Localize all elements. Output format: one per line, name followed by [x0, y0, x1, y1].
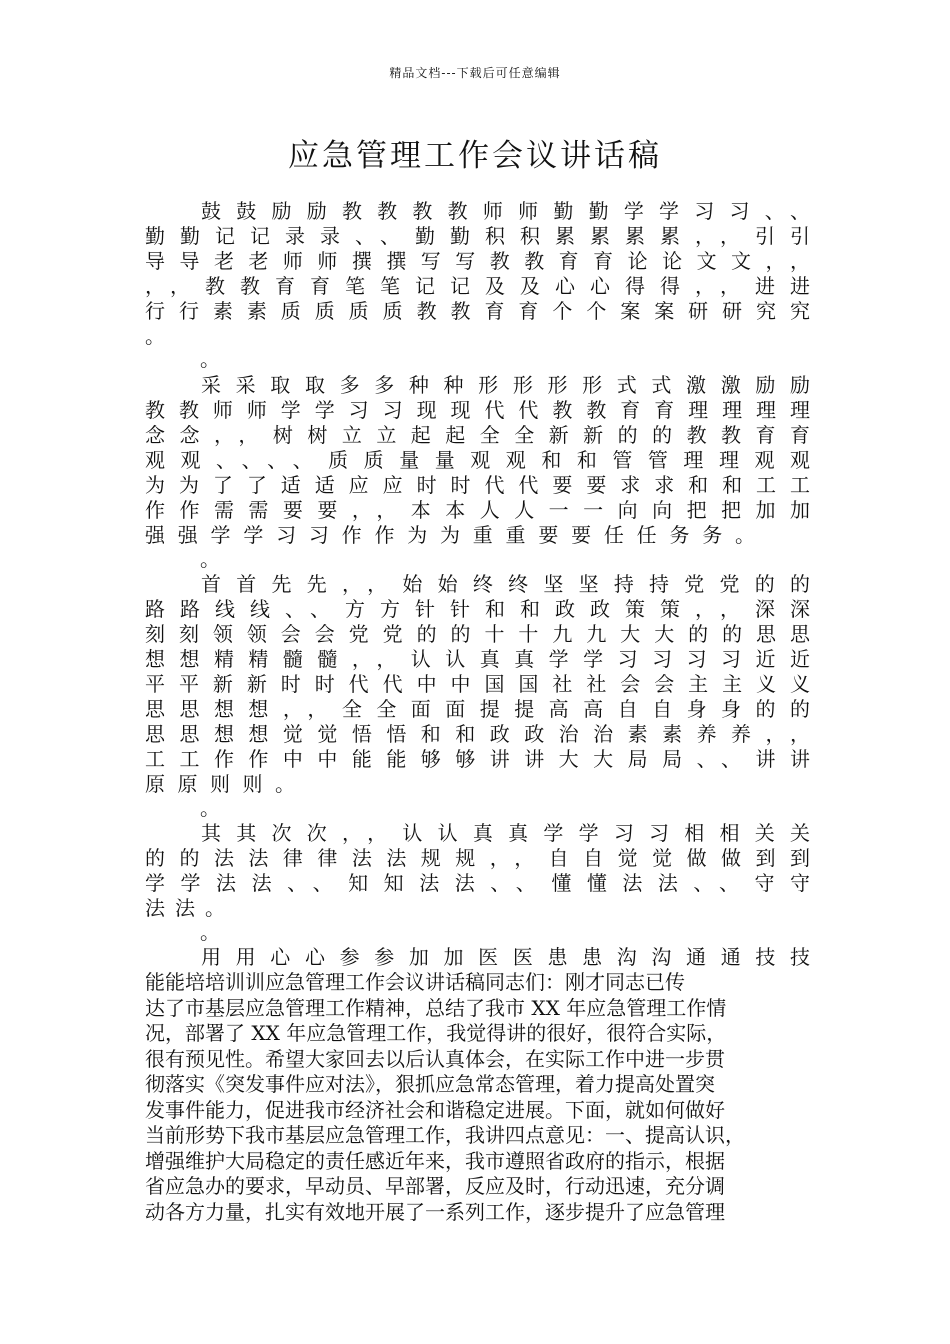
- paragraph-dot: 。: [200, 796, 220, 820]
- page-header: 精品文档---下载后可任意编辑: [389, 66, 561, 80]
- paragraph-line: 发事件能力，促进我市经济社会和谐稳定进展。下面，就如何做好: [145, 1097, 725, 1122]
- paragraph-line: 想想精精髓髓，，认认真真学学习习习习近近: [145, 647, 810, 671]
- paragraph-3: [145, 572, 810, 797]
- paragraph-5-spaced-line: [145, 945, 810, 970]
- paragraph-line: 工工作作中中能能够够讲讲大大局局、、讲讲: [145, 747, 810, 771]
- paragraph-line: 平平新新时时代代中中国国社社会会主主义义: [145, 672, 810, 696]
- paragraph-line: 增强维护大局稳定的责任感近年来，我市遵照省政府的指示，根据: [145, 1148, 725, 1173]
- paragraph-line: 刻刻领领会会党党的的十十九九大大的的思思: [145, 622, 810, 646]
- paragraph-line: 首首先先，，始始终终坚坚持持党党的的: [201, 572, 810, 596]
- paragraph-line: 为为了了适适应应时时代代要要求求和和工工: [145, 473, 810, 497]
- paragraph-2: [145, 373, 810, 548]
- paragraph-line: 能能培培训训应急管理工作会议讲话稿同志们：刚才同志已传: [145, 970, 685, 994]
- paragraph-line: 彻落实《突发事件应对法》，狠抓应急常态管理，着力提高处置突: [145, 1072, 715, 1096]
- paragraph-line: ，，教教育育笔笔记记及及心心得得，，进进: [145, 274, 810, 298]
- paragraph-line: 用用心心参参加加医医患患沟沟通通技技: [201, 945, 810, 969]
- paragraph-4: [145, 821, 810, 921]
- paragraph-line: 作作需需要要，，本本人人一一向向把把加加: [145, 498, 810, 522]
- paragraph-line: 省应急办的要求，早动员、早部署，反应及时，行动迅速，充分调: [145, 1174, 725, 1198]
- paragraph-line: 鼓鼓励励教教教教师师勤勤学学习习、、: [201, 199, 810, 223]
- paragraph-line: 当前形势下我市基层应急管理工作，我讲四点意见：一、提高认识，: [145, 1123, 745, 1147]
- paragraph-line: 采采取取多多种种形形形形式式激激励励: [201, 373, 810, 397]
- paragraph-line: 念念，，树树立立起起全全新新的的教教育育: [145, 423, 810, 447]
- document-title: 应急管理工作会议讲话稿: [288, 138, 662, 174]
- paragraph-line: 原原则则。: [145, 772, 295, 796]
- paragraph-dot: 。: [200, 920, 220, 944]
- paragraph-line: 观观、、、、质质量量观观和和管管理理观观: [145, 448, 810, 472]
- paragraph-line: 路路线线、、方方针针和和政政策策，，深深: [145, 597, 810, 621]
- paragraph-line: 达了市基层应急管理工作精神，总结了我市 XX 年应急管理工作情: [145, 995, 727, 1020]
- paragraph-end-mark: 。: [145, 324, 165, 348]
- paragraph-dot: 。: [200, 547, 220, 571]
- paragraph-dot: 。: [200, 347, 220, 371]
- paragraph-line: 的的法法律律法法规规，，自自觉觉做做到到: [145, 846, 810, 870]
- paragraph-line: 况，部署了 XX 年应急管理工作，我觉得讲的很好，很符合实际，: [145, 1021, 727, 1045]
- paragraph-line: 学学法法、、知知法法、、懂懂法法、、守守: [145, 871, 810, 895]
- paragraph-line: 强强学学习习作作为为重重要要任任务务。: [145, 523, 755, 547]
- paragraph-5: [145, 970, 820, 1225]
- paragraph-line: 行行素素质质质质教教育育个个案案研研究究: [145, 299, 810, 323]
- paragraph-line: 思思想想觉觉悟悟和和政政治治素素养养，，: [145, 722, 810, 746]
- paragraph-line: 动各方力量，扎实有效地开展了一系列工作，逐步提升了应急管理: [145, 1199, 725, 1224]
- paragraph-line: 法法。: [145, 896, 225, 920]
- paragraph-line: 思思想想，，全全面面提提高高自自身身的的: [145, 697, 810, 721]
- paragraph-line: 很有预见性。希望大家回去以后认真体会，在实际工作中进一步贯: [145, 1046, 725, 1071]
- paragraph-line: 其其次次，，认认真真学学习习相相关关: [201, 821, 810, 845]
- paragraph-line: 勤勤记记录录、、勤勤积积累累累累，，引引: [145, 224, 810, 248]
- paragraph-line: 导导老老师师撰撰写写教教育育论论文文，，: [145, 249, 810, 273]
- paragraph-line: 教教师师学学习习现现代代教教育育理理理理: [145, 398, 810, 422]
- paragraph-1: [145, 199, 810, 324]
